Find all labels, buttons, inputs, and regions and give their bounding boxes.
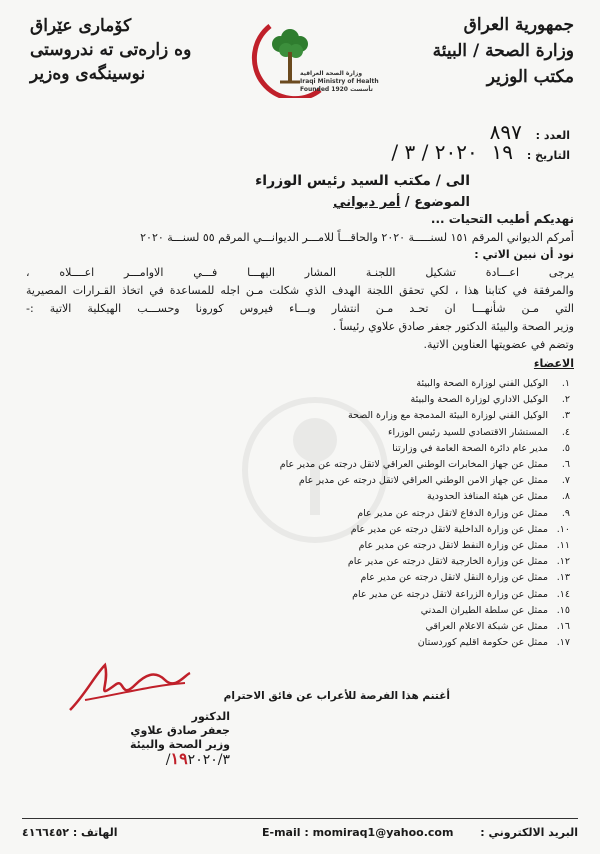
subject [333, 195, 470, 210]
list-item: ٦. ممثل عن جهاز المخابرات الوطني العراقي لاتقل درجته عن مدير عام [279, 459, 570, 471]
date-value: ٢٠٢٠ / ٣ / [391, 140, 478, 164]
signer-title: الدكتور [191, 710, 230, 723]
list-item: ١٧. ممثل عن حكومة اقليم كوردستان [417, 637, 570, 649]
signature-mark [65, 655, 195, 715]
signature-block [130, 710, 230, 768]
paragraph-5: وتضم في عضويتها العناوين الاتية. [423, 338, 574, 351]
members-heading: الاعضاء [533, 357, 574, 370]
paragraph-3b: والمرفقة في كتابنا هذا ، لكي تحقق اللجنة الهدف الذي شكلت مـن اجله للمساعدة في اتخاذ القـرارات المصيرية [26, 284, 574, 297]
header-left [30, 14, 191, 86]
list-item: ٨. ممثل عن هيئة المنافذ الحدودية [427, 491, 570, 503]
paragraph-4: وزير الصحة والبيئة الدكتور جعفر صادق علاوي رئيساً . [332, 320, 574, 333]
addressee: الى / مكتب السيد رئيس الوزراء [255, 173, 470, 189]
footer [22, 826, 578, 842]
email-address: E-mail : momiraq1@yahoo.com [262, 826, 454, 839]
header-right [433, 12, 574, 90]
subject-value: أمر ديواني [333, 195, 401, 210]
reference-date [391, 140, 570, 164]
paragraph-1: أمركم الديواني المرقم ١٥١ لسنـــــة ٢٠٢٠ والحاقـــاً للامـــر الديوانـــي المرقم ٥٥ لسنـــة ٢٠٢٠ [140, 231, 574, 244]
number-label: العدد : [535, 129, 570, 142]
paragraph-3c: التي مـن شأنهـــا ان تحـد مـن انتشار وبـــاء فيروس كورونا وحســـب الهيكلية الاتية :- [26, 302, 574, 315]
subject-label: الموضوع / [404, 195, 470, 210]
greeting: نهديكم أطيب التحيات ... [430, 212, 574, 226]
footer-divider [22, 818, 578, 819]
list-item: ١٤. ممثل عن وزارة الزراعة لاتقل درجته عن مدير عام [352, 588, 570, 600]
date-label: التاريخ : [526, 149, 570, 162]
header-left-line-1: كۆماری عێراق [30, 16, 132, 36]
signature-date-value: ٢٠٢٠/٣/ [165, 752, 230, 768]
list-item: ١١. ممثل عن وزارة النفط لاتقل درجته عن مدير عام [358, 540, 570, 552]
header-left-line-2: وە زارەتی تە ندروستی [30, 40, 192, 60]
date-day: ١٩ [491, 140, 514, 164]
list-item: ٩. ممثل عن وزارة الدفاع لاتقل درجته عن مدير عام [357, 507, 570, 519]
list-item: ١٦. ممثل عن شبكة الاعلام العراقي [425, 621, 570, 633]
list-item: ١٢. ممثل عن وزارة الخارجية لاتقل درجته عن مدير عام [347, 556, 570, 568]
number-value: ٨٩٧ [489, 120, 522, 144]
signature-date [130, 749, 230, 768]
header-right-line-3: مكتب الوزير [486, 67, 574, 87]
list-item: ١. الوكيل الفني لوزارة الصحة والبيئة [416, 378, 570, 389]
header-right-line-2: وزارة الصحة / البيئة [432, 41, 574, 61]
signer-name: جعفر صادق علاوي [130, 724, 230, 737]
paragraph-3a: يرجى اعـــادة تشكيل اللجنـة المشار اليهـــا فـــي الاوامـــر اعــــلاه ، [26, 266, 574, 279]
paragraph-2: نود أن نبين الاتي : [474, 248, 574, 261]
list-item: ١٣. ممثل عن وزارة النقل لاتقل درجته عن مدير عام [360, 572, 570, 584]
list-item: ٧. ممثل عن جهاز الامن الوطني العراقي لاتقل درجته عن مدير عام [298, 475, 570, 487]
list-item: ١٠. ممثل عن وزارة الداخلية لاتقل درجته عن مدير عام [350, 523, 570, 535]
signature-date-day: ١٩ [170, 749, 188, 768]
phone-number: الهاتف : ٤١٦٦٤٥٢ [22, 826, 118, 839]
list-item: ١٥. ممثل عن سلطة الطيران المدني [420, 604, 570, 616]
members-list [250, 376, 570, 651]
closing-line: أغتنم هذا الفرصة للأعراب عن فائق الاحترام [223, 690, 450, 702]
list-item: ٥. مدير عام دائرة الصحة العامة في وزارتنا [392, 442, 570, 454]
header-left-line-3: نوسينگەی وەزير [30, 64, 146, 84]
email-label: البريد الالكتروني : [480, 826, 578, 839]
list-item: ٤. المستشار الاقتصادي للسيد رئيس الوزراء [388, 426, 570, 438]
signer-role: وزير الصحة والبيئة [129, 738, 230, 751]
header-right-line-1: جمهورية العراق [463, 15, 574, 35]
list-item: ٣. الوكيل الفني لوزارة البيئة المدمجة مع وزارة الصحة [348, 410, 570, 422]
list-item: ٢. الوكيل الاداري لوزارة الصحة والبيئة [410, 394, 570, 406]
logo-caption: وزارة الصحة العراقية Iraqi Ministry of Health Founded 1920 تأسست [300, 70, 379, 93]
